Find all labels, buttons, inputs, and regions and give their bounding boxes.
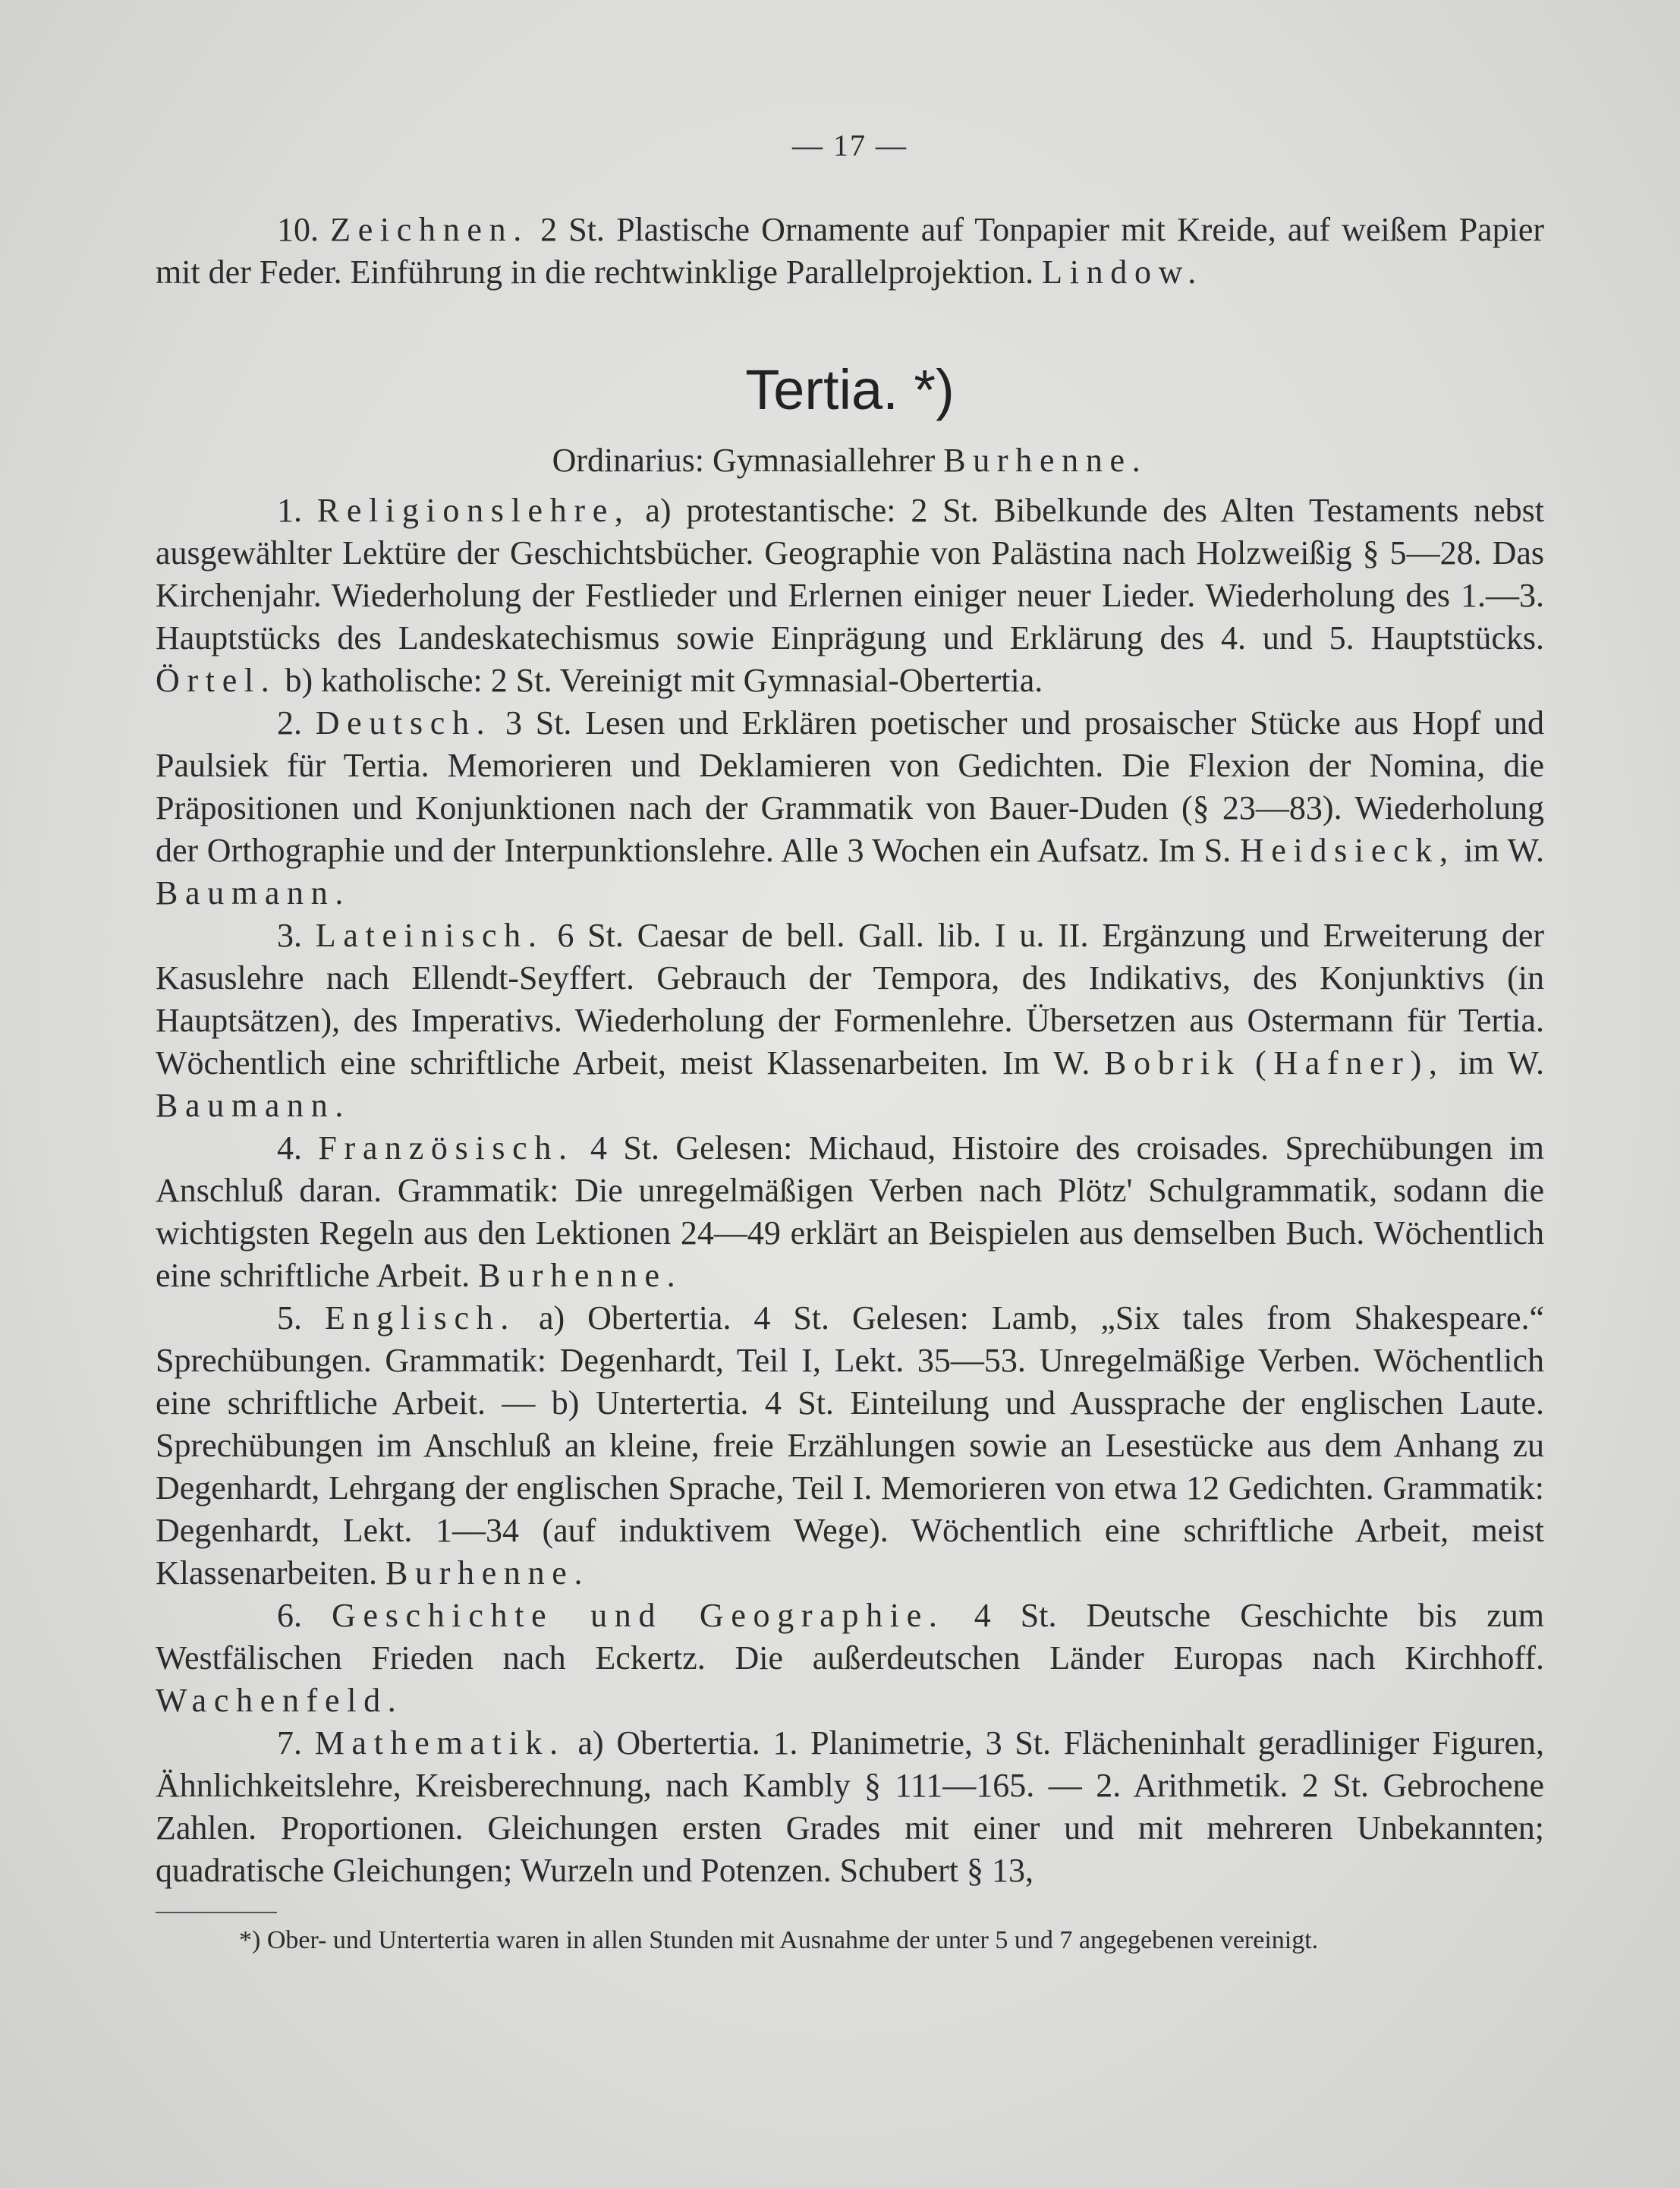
section-englisch (156, 1297, 1544, 1595)
subject-title: Zeichnen. (330, 211, 529, 248)
subject-title: Religionslehre, (316, 492, 631, 529)
section-number: 1. (277, 492, 302, 529)
subject-title: Französisch. (318, 1129, 574, 1166)
section-text: a) Obertertia. 4 St. Gelesen: Lamb, „Six tales from Shakespeare.“ Sprechübungen. Grammatik: Degenhardt, Teil I, Lekt. 35—53. Unregelmäßige Verben. Wöchentlich eine schriftliche Arbeit. — b) Untertertia. 4 St. Einteilung und Aussprache der englischen Laute. Sprechübungen im Anschluß an kleine, freie Erzählungen sowie an Lesestücke aus dem Anhang zu Degenhardt, Lehrgang der englischen Sprache, Teil I. Memorieren von etwa 12 Gedichten. Grammatik: Degenhardt, Lekt. 1—34 (auf induktivem Wege). Wöchentlich eine schriftliche Arbeit, meist Klassenarbeiten. (156, 1299, 1545, 1591)
subject-title: Geschichte und Geographie. (332, 1597, 945, 1634)
section-text: 4 St. Deutsche Geschichte bis zum Westfälischen Frieden nach Eckertz. Die außerdeutschen Länder Europas nach Kirchhoff. (156, 1597, 1545, 1676)
footnote-mark: *) (239, 1926, 261, 1954)
teacher-name: Heidsieck, (1239, 832, 1455, 869)
footnote-text: Ober- und Untertertia waren in allen Stunden mit Ausnahme der unter 5 und 7 angegebenen vereinigt. (266, 1926, 1319, 1954)
teacher-name: Bobrik (1104, 1044, 1241, 1081)
page-content (156, 128, 1544, 1957)
section-franzoesisch (156, 1127, 1544, 1297)
teacher-name: Baumann. (156, 874, 351, 911)
page-number: — 17 — (792, 128, 908, 162)
section-text: 4 St. Gelesen: Michaud, Histoire des croisades. Sprechübungen im Anschluß daran. Grammatik: Die unregelmäßigen Verben nach Plötz' Schulgrammatik, sodann die wichtigsten Regeln aus den Lektionen 24—49 erklärt an Beispielen aus demselben Buch. Wöchentlich eine schriftliche Arbeit. (156, 1129, 1545, 1294)
subject-title: Lateinisch. (315, 917, 544, 954)
teacher-prefix: Im W. (1002, 1044, 1090, 1081)
section-text: 2 St. Plastische Ornamente auf Tonpapier mit Kreide, auf weißem Papier mit der Feder. Einführung in die rechtwinklige Parallelprojektion. (156, 211, 1544, 291)
section-latein (156, 915, 1544, 1127)
subject-title: Englisch. (324, 1299, 517, 1336)
section-number: 6. (277, 1597, 302, 1634)
teacher-name: (Hafner), (1255, 1044, 1445, 1081)
section-number: 10. (277, 211, 319, 248)
teacher-name: Burhenne. (385, 1554, 590, 1591)
section-zeichnen (156, 209, 1544, 294)
section-text: 6 St. Caesar de bell. Gall. lib. I u. II. Ergänzung und Erweiterung der Kasuslehre nach Ellendt-Seyffert. Gebrauch der Tempora, des Indikativs, des Konjunktivs (in Hauptsätzen), des Imperativs. Wiederholung der Formenlehre. Übersetzen aus Ostermann für Tertia. Wöchentlich eine schriftliche Arbeit, meist Klassenarbeiten. (156, 917, 1545, 1081)
section-number: 4. (277, 1129, 302, 1166)
teacher-prefix: im W. (1464, 832, 1544, 869)
heading-tertia: Tertia. *) (745, 358, 955, 421)
section-text: a) Obertertia. 1. Planimetrie, 3 St. Flächeninhalt geradliniger Figuren, Ähnlichkeitslehre, Kreisberechnung, nach Kambly § 111—165. — 2. Arithmetik. 2 St. Gebrochene Zahlen. Proportionen. Gleichungen ersten Grades mit einer und mit mehreren Unbekannten; quadratische Gleichungen; Wurzeln und Potenzen. Schubert § 13, (156, 1724, 1545, 1889)
teacher-name: Wachenfeld. (156, 1682, 404, 1719)
section-number: 5. (277, 1299, 302, 1336)
section-text: a) protestantische: 2 St. Bibelkunde des Alten Testaments nebst ausgewählter Lektüre der Geschichtsbücher. Geographie von Palästina nach Holzweißig § 5—28. Das Kirchenjahr. Wiederholung der Festlieder und Erlernen einiger neuer Lieder. Wiederholung des 1.—3. Hauptstücks des Landeskatechismus sowie Einprägung und Erklärung des 4. und 5. Hauptstücks. (156, 492, 1545, 656)
section-deutsch (156, 702, 1544, 915)
teacher-prefix: im W. (1458, 1044, 1545, 1081)
section-text-b: b) katholische: 2 St. Vereinigt mit Gymnasial-Obertertia. (285, 662, 1043, 699)
teacher-name: Burhenne. (478, 1257, 683, 1294)
ordinarius-line (156, 439, 1544, 482)
subject-title: Mathematik. (314, 1724, 565, 1761)
teacher-prefix: Im S. (1158, 832, 1232, 869)
teacher-name: Lindow. (1042, 253, 1203, 291)
footnote-divider (156, 1912, 277, 1913)
section-religion (156, 490, 1544, 702)
section-number: 2. (277, 704, 302, 741)
subject-title: Deutsch. (315, 704, 492, 741)
section-mathematik (156, 1722, 1544, 1892)
footnote (156, 1924, 1544, 1957)
ordinarius-name: Burhenne. (943, 442, 1148, 479)
section-number: 7. (277, 1724, 302, 1761)
section-geschichte (156, 1595, 1544, 1722)
section-number: 3. (277, 917, 302, 954)
teacher-name: Örtel. (156, 662, 277, 699)
teacher-name: Baumann. (156, 1087, 351, 1124)
ordinarius-label: Ordinarius: Gymnasiallehrer (552, 442, 936, 479)
section-text: 3 St. Lesen und Erklären poetischer und prosaischer Stücke aus Hopf und Paulsiek für Tertia. Memorieren und Deklamieren von Gedichten. Die Flexion der Nomina, die Präpositionen und Konjunktionen nach der Grammatik von Bauer-Duden (§ 23—83). Wiederholung der Orthographie und der Interpunktionslehre. Alle 3 Wochen ein Aufsatz. (156, 704, 1544, 869)
